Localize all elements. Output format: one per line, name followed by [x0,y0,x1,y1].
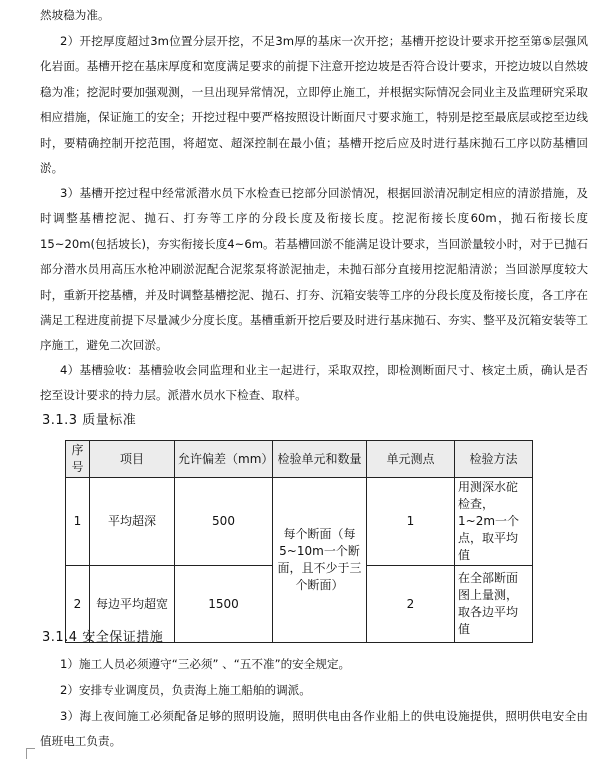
header-points: 单元测点 [367,441,455,478]
cell-item: 平均超深 [90,478,175,566]
cell-item: 每边平均超宽 [90,566,175,643]
cell-no: 2 [66,566,90,643]
paragraph-continuation: 然坡稳为准。 [40,8,110,22]
paragraph-2: 2）开挖厚度超过3m位置分层开挖，不足3m厚的基床一次开挖；基槽开挖设计要求开挖至第⑤层强风化岩面。基槽开挖在基床厚度和宽度满足要求的前提下注意开挖边坡是否符合设计要求，开挖边坡以自然坡稳为准；挖泥时要加强观测，一旦出现异常情况，立即停止施工，并根据实际情况会同业主及监理研究采取相应措施，保证施工的安全；开挖过程中要严格按照设计断面尺寸要求施工，特别是挖至最底层或挖至边线时，要精确控制开挖范围，将超宽、超深控制在最小值；基槽开挖后应及时进行基床抛石工序以防基槽回淤。 [40,34,588,176]
header-item: 项目 [90,441,175,478]
safety-item-1: 1）施工人员必须遵守“三必须” 、“五不准”的安全规定。 [60,657,351,671]
header-tolerance: 允许偏差（mm） [175,441,273,478]
cell-points: 1 [367,478,455,566]
section-heading-quality: 3.1.3 质量标准 [42,413,137,428]
table-row [66,478,533,566]
cell-method: 用测深水砣检查，1~2m一个点，取平均值 [455,478,533,566]
section-heading-safety: 3.1.4 安全保证措施 [42,630,164,645]
cell-no: 1 [66,478,90,566]
cell-points: 2 [367,566,455,643]
safety-item-2: 2）安排专业调度员，负责海上施工船舶的调派。 [60,683,311,697]
cell-unit-shared: 每个断面（每5~10m一个断面，且不少于三个断面） [273,478,367,643]
margin-mark [26,748,35,759]
table-header-row [66,441,533,478]
paragraph-4: 4）基槽验收：基槽验收会同监理和业主一起进行，采取双控，即检测断面尺寸、核定土质，确认是否挖至设计要求的持力层。派潜水员水下检查、取样。 [40,363,588,403]
header-method: 检验方法 [455,441,533,478]
header-unit: 检验单元和数量 [273,441,367,478]
paragraph-3: 3）基槽开挖过程中经常派潜水员下水检查已挖部分回淤情况，根据回淤清况制定相应的清淤措施，及时调整基槽挖泥、抛石、打夯等工序的分段长度及衔接长度。挖泥衔接长度60m，抛石衔接长度15~20m(包括坡长)，夯实衔接长度4~6m。若基槽回淤不能满足设计要求，当回淤量较小时，对于已抛石部分潜水员用高压水枪冲刷淤泥配合泥浆泵将淤泥抽走，未抛石部分直接用挖泥船清淤；当回淤厚度较大时，重新开挖基槽，并及时调整基槽挖泥、抛石、打夯、沉箱安装等工序的分段长度及衔接长度，各工序在满足工程进度前提下尽量减少分度长度。基槽重新开挖后要及时进行基床抛石、夯实、整平及沉箱安装等工序施工，避免二次回淤。 [40,186,588,353]
cell-tolerance: 1500 [175,566,273,643]
cell-tolerance: 500 [175,478,273,566]
cell-method: 在全部断面图上量测，取各边平均值 [455,566,533,643]
safety-item-3: 3）海上夜间施工必须配备足够的照明设施，照明供电由各作业船上的供电设施提供，照明供电安全由值班电工负责。 [40,709,588,749]
header-no: 序号 [66,441,90,478]
quality-standard-table [65,440,533,643]
